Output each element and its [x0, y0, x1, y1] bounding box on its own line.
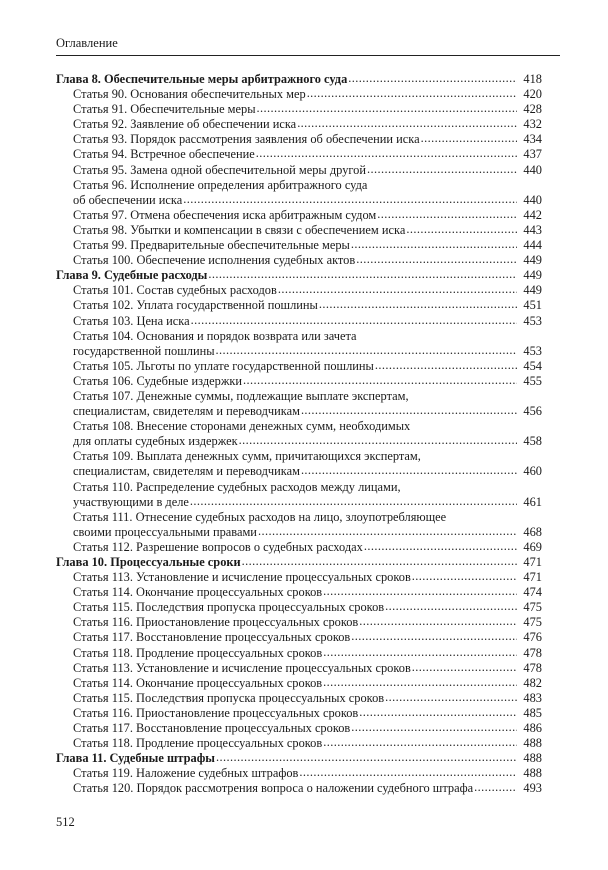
- toc-entry-title: своими процессуальными правами: [73, 524, 257, 539]
- toc-chapter[interactable]: [56, 72, 542, 87]
- dot-leader: [301, 403, 517, 418]
- toc-entry-page: 453: [523, 343, 542, 358]
- toc-entry-page: 471: [523, 555, 542, 569]
- toc-entry[interactable]: [56, 419, 542, 434]
- toc-entry-page: 440: [523, 162, 542, 177]
- toc-entry-title: государственной пошлины: [73, 343, 215, 358]
- toc-entry[interactable]: [56, 178, 542, 193]
- toc-entry-continuation[interactable]: [56, 525, 542, 540]
- toc-entry-page: 469: [523, 539, 542, 554]
- toc-entry[interactable]: [56, 163, 542, 178]
- toc-entry-title: Статья 114. Окончание процессуальных сроков: [73, 585, 323, 600]
- toc-entry[interactable]: [56, 676, 542, 691]
- toc-entry-title: Статья 112. Разрешение вопросов о судебных расходах: [73, 539, 363, 554]
- dot-leader: [307, 86, 517, 101]
- toc-entry-title: Статья 99. Предварительные обеспечительные меры: [73, 238, 350, 253]
- toc-entry-page: 451: [523, 298, 542, 313]
- toc-entry-page: 440: [523, 192, 542, 207]
- toc-entry[interactable]: [56, 223, 542, 238]
- dot-leader: [301, 463, 517, 478]
- toc-entry-title: участвующими в деле: [73, 494, 189, 509]
- dot-leader: [351, 629, 517, 644]
- toc-entry-title: Статья 118. Продление процессуальных сроков: [73, 736, 323, 751]
- toc-entry-title: Статья 117. Восстановление процессуальных сроков: [73, 630, 351, 645]
- toc-entry[interactable]: [56, 253, 542, 268]
- toc-entry-title: Статья 96. Исполнение определения арбитражного суда: [73, 177, 368, 192]
- dot-leader: [323, 645, 517, 660]
- toc-entry[interactable]: [56, 646, 542, 661]
- toc-entry-page: 471: [523, 570, 542, 585]
- toc-entry-title: Статья 101. Состав судебных расходов: [73, 283, 277, 298]
- toc-entry-page: 443: [523, 222, 542, 237]
- toc-entry-title: Глава 10. Процессуальные сроки: [56, 555, 241, 569]
- toc-entry-page: 475: [523, 615, 542, 630]
- toc-entry[interactable]: [56, 661, 542, 676]
- toc-entry-title: Статья 108. Внесение сторонами денежных сумм, необходимых: [73, 419, 411, 434]
- toc-entry-page: 442: [523, 207, 542, 222]
- toc-entry-title: Статья 100. Обеспечение исполнения судебных актов: [73, 253, 356, 268]
- toc-entry-page: 475: [523, 600, 542, 615]
- table-of-contents: [56, 72, 542, 797]
- toc-entry[interactable]: [56, 540, 542, 555]
- dot-leader: [242, 554, 517, 569]
- dot-leader: [239, 433, 517, 448]
- toc-entry-continuation[interactable]: [56, 434, 542, 449]
- dot-leader: [208, 267, 517, 282]
- toc-chapter[interactable]: [56, 555, 542, 570]
- dot-leader: [183, 192, 517, 207]
- toc-entry-title: Статья 107. Денежные суммы, подлежащие выплате экспертам,: [73, 388, 409, 403]
- toc-entry-page: 434: [523, 132, 542, 147]
- toc-entry[interactable]: [56, 147, 542, 162]
- dot-leader: [359, 614, 517, 629]
- toc-entry-page: 486: [523, 721, 542, 736]
- toc-entry-title: Статья 103. Цена иска: [73, 313, 190, 328]
- toc-entry[interactable]: [56, 314, 542, 329]
- toc-entry-title: Статья 117. Восстановление процессуальных сроков: [73, 721, 351, 736]
- toc-entry-title: Статья 113. Установление и исчисление процессуальных сроков: [73, 570, 411, 585]
- toc-entry-page: 456: [523, 404, 542, 419]
- toc-entry[interactable]: [56, 238, 542, 253]
- toc-entry-title: Статья 120. Порядок рассмотрения вопроса о наложении судебного штрафа: [73, 781, 474, 796]
- toc-entry-continuation[interactable]: [56, 404, 542, 419]
- toc-entry-title: Статья 93. Порядок рассмотрения заявления об обеспечении иска: [73, 132, 420, 147]
- toc-entry-title: специалистам, свидетелям и переводчикам: [73, 404, 300, 419]
- toc-entry[interactable]: [56, 389, 542, 404]
- dot-leader: [323, 675, 517, 690]
- toc-entry[interactable]: [56, 117, 542, 132]
- toc-entry-title: Статья 115. Последствия пропуска процессуальных сроков: [73, 690, 385, 705]
- toc-entry-page: 493: [523, 781, 542, 796]
- dot-leader: [356, 252, 517, 267]
- toc-entry-page: 420: [523, 87, 542, 102]
- toc-entry-page: 418: [523, 72, 542, 86]
- dot-leader: [421, 131, 517, 146]
- dot-leader: [348, 71, 517, 86]
- toc-entry[interactable]: [56, 600, 542, 615]
- dot-leader: [385, 599, 517, 614]
- toc-entry[interactable]: [56, 706, 542, 721]
- toc-entry-page: 449: [523, 283, 542, 298]
- toc-entry[interactable]: [56, 781, 542, 796]
- toc-entry-title: об обеспечении иска: [73, 192, 183, 207]
- dot-leader: [243, 373, 517, 388]
- toc-entry-page: 476: [523, 630, 542, 645]
- dot-leader: [257, 101, 517, 116]
- toc-entry-title: Статья 94. Встречное обеспечение: [73, 147, 255, 162]
- dot-leader: [474, 780, 517, 795]
- dot-leader: [299, 765, 517, 780]
- toc-entry-page: 488: [523, 751, 542, 766]
- toc-chapter[interactable]: [56, 751, 542, 766]
- toc-entry-title: Статья 95. Замена одной обеспечительной меры другой: [73, 162, 366, 177]
- dot-leader: [367, 162, 517, 177]
- toc-entry-title: Статья 116. Приостановление процессуальных сроков: [73, 615, 359, 630]
- toc-entry-title: Статья 114. Окончание процессуальных сроков: [73, 675, 323, 690]
- toc-entry-page: 474: [523, 585, 542, 600]
- dot-leader: [375, 358, 517, 373]
- toc-entry-title: Глава 8. Обеспечительные меры арбитражного суда: [56, 72, 348, 86]
- toc-entry-page: 449: [523, 268, 542, 283]
- toc-entry-continuation[interactable]: [56, 193, 542, 208]
- toc-entry-title: Статья 92. Заявление об обеспечении иска: [73, 117, 297, 132]
- toc-entry-title: Статья 98. Убытки и компенсации в связи с обеспечением иска: [73, 222, 406, 237]
- toc-entry-page: 455: [523, 373, 542, 388]
- toc-entry-page: 453: [523, 313, 542, 328]
- toc-entry-title: Статья 91. Обеспечительные меры: [73, 102, 256, 117]
- toc-entry-title: Статья 109. Выплата денежных сумм, причитающихся экспертам,: [73, 449, 421, 464]
- toc-entry[interactable]: [56, 766, 542, 781]
- toc-entry[interactable]: [56, 615, 542, 630]
- toc-entry-page: 437: [523, 147, 542, 162]
- dot-leader: [364, 539, 517, 554]
- toc-entry-title: Статья 97. Отмена обеспечения иска арбитражным судом: [73, 207, 377, 222]
- toc-entry-title: Статья 105. Льготы по уплате государственной пошлины: [73, 358, 374, 373]
- toc-entry[interactable]: [56, 630, 542, 645]
- dot-leader: [359, 705, 517, 720]
- toc-entry-page: 461: [523, 494, 542, 509]
- toc-entry-page: 460: [523, 464, 542, 479]
- toc-entry-title: Статья 110. Распределение судебных расходов между лицами,: [73, 479, 401, 494]
- toc-entry-title: специалистам, свидетелям и переводчикам: [73, 464, 300, 479]
- toc-entry-continuation[interactable]: [56, 344, 542, 359]
- toc-entry-page: 444: [523, 238, 542, 253]
- toc-entry-page: 488: [523, 766, 542, 781]
- toc-entry-title: для оплаты судебных издержек: [73, 434, 238, 449]
- toc-entry-page: 449: [523, 253, 542, 268]
- toc-entry-title: Статья 104. Основания и порядок возврата или зачета: [73, 328, 357, 343]
- dot-leader: [406, 222, 517, 237]
- toc-entry-page: 483: [523, 690, 542, 705]
- toc-entry-page: 478: [523, 660, 542, 675]
- toc-entry-continuation[interactable]: [56, 464, 542, 479]
- toc-entry[interactable]: [56, 87, 542, 102]
- toc-entry-title: Статья 106. Судебные издержки: [73, 373, 243, 388]
- toc-entry-page: 478: [523, 645, 542, 660]
- toc-entry[interactable]: [56, 721, 542, 736]
- toc-entry[interactable]: [56, 132, 542, 147]
- toc-entry-title: Статья 102. Уплата государственной пошлины: [73, 298, 318, 313]
- header-rule: [56, 55, 560, 56]
- dot-leader: [351, 237, 517, 252]
- toc-entry-title: Статья 90. Основания обеспечительных мер: [73, 87, 306, 102]
- toc-entry-page: 432: [523, 117, 542, 132]
- toc-entry-title: Глава 9. Судебные расходы: [56, 268, 208, 283]
- toc-entry[interactable]: [56, 283, 542, 298]
- toc-entry[interactable]: [56, 298, 542, 313]
- toc-entry[interactable]: [56, 102, 542, 117]
- dot-leader: [258, 524, 517, 539]
- toc-entry-title: Глава 11. Судебные штрафы: [56, 751, 215, 766]
- running-head: Оглавление: [56, 36, 118, 50]
- toc-entry-page: 468: [523, 524, 542, 539]
- dot-leader: [278, 282, 517, 297]
- toc-entry-title: Статья 111. Отнесение судебных расходов на лицо, злоупотребляющее: [73, 509, 447, 524]
- toc-entry[interactable]: [56, 570, 542, 585]
- toc-entry[interactable]: [56, 480, 542, 495]
- toc-entry[interactable]: [56, 449, 542, 464]
- toc-entry[interactable]: [56, 691, 542, 706]
- dot-leader: [323, 735, 517, 750]
- dot-leader: [323, 584, 517, 599]
- dot-leader: [297, 116, 517, 131]
- toc-entry-page: 458: [523, 434, 542, 449]
- toc-entry-page: 454: [523, 358, 542, 373]
- toc-entry-title: Статья 119. Наложение судебных штрафов: [73, 766, 299, 781]
- toc-entry-title: Статья 116. Приостановление процессуальных сроков: [73, 705, 359, 720]
- page-number: 512: [56, 815, 75, 829]
- dot-leader: [412, 569, 517, 584]
- toc-entry-page: 488: [523, 736, 542, 751]
- toc-entry-page: 428: [523, 102, 542, 117]
- dot-leader: [256, 146, 517, 161]
- toc-entry[interactable]: [56, 329, 542, 344]
- toc-entry-page: 485: [523, 705, 542, 720]
- toc-entry-title: Статья 118. Продление процессуальных сроков: [73, 645, 323, 660]
- toc-entry-title: Статья 113. Установление и исчисление процессуальных сроков: [73, 660, 411, 675]
- toc-entry[interactable]: [56, 374, 542, 389]
- toc-entry[interactable]: [56, 736, 542, 751]
- toc-chapter[interactable]: [56, 268, 542, 283]
- toc-entry-page: 482: [523, 675, 542, 690]
- dot-leader: [216, 750, 517, 765]
- dot-leader: [216, 343, 517, 358]
- toc-entry[interactable]: [56, 359, 542, 374]
- dot-leader: [191, 313, 517, 328]
- dot-leader: [351, 720, 517, 735]
- dot-leader: [385, 690, 517, 705]
- toc-entry[interactable]: [56, 510, 542, 525]
- toc-entry-continuation[interactable]: [56, 495, 542, 510]
- dot-leader: [319, 297, 517, 312]
- toc-entry[interactable]: [56, 585, 542, 600]
- toc-entry-title: Статья 115. Последствия пропуска процессуальных сроков: [73, 600, 385, 615]
- toc-entry[interactable]: [56, 208, 542, 223]
- dot-leader: [412, 660, 517, 675]
- dot-leader: [377, 207, 517, 222]
- dot-leader: [190, 494, 517, 509]
